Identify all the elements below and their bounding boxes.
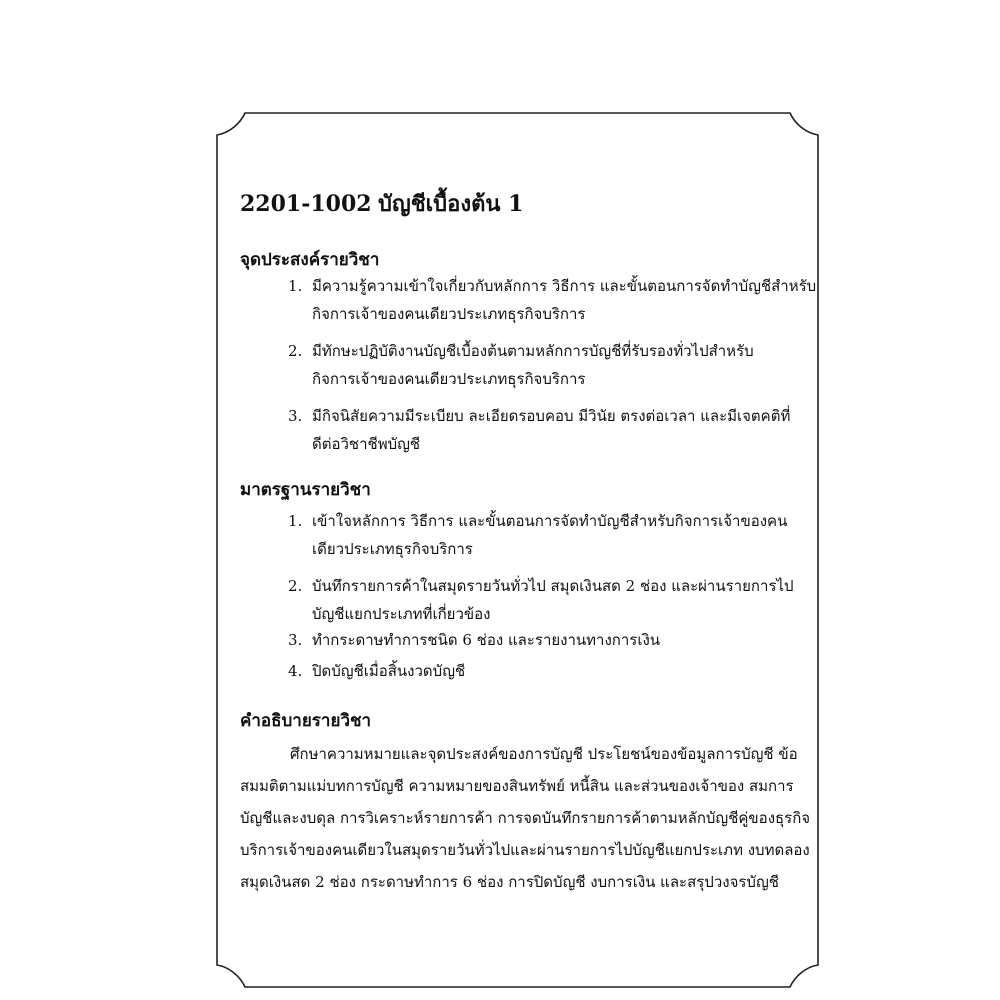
description-line: สมุดเงินสด 2 ช่อง กระดาษทำการ 6 ช่อง การปิดบัญชี งบการเงิน และสรุปวงจรบัญชี (240, 873, 779, 891)
standard-number: 1. (288, 512, 303, 530)
standard-text-line: บันทึกรายการค้าในสมุดรายวันทั่วไป สมุดเงินสด 2 ช่อง และผ่านรายการไป (312, 577, 794, 595)
objective-text-line: ดีต่อวิชาชีพบัญชี (312, 435, 421, 453)
objective-number: 3. (288, 407, 303, 425)
standards-heading: มาตรฐานรายวิชา (240, 480, 371, 500)
description-line: ศึกษาความหมายและจุดประสงค์ของการบัญชี ประโยชน์ของข้อมูลการบัญชี ข้อ (290, 745, 798, 763)
course-title (240, 186, 800, 221)
standard-text-line: บัญชีแยกประเภทที่เกี่ยวข้อง (312, 605, 491, 623)
objective-text-line: กิจการเจ้าของคนเดียวประเภทธุรกิจบริการ (312, 370, 586, 388)
standard-text-line: เข้าใจหลักการ วิธีการ และขั้นตอนการจัดทำบัญชีสำหรับกิจการเจ้าของคน (312, 512, 788, 530)
objective-text-line: มีความรู้ความเข้าใจเกี่ยวกับหลักการ วิธีการ และขั้นตอนการจัดทำบัญชีสำหรับ (312, 277, 817, 295)
course-code: 2201-1002 (240, 191, 372, 217)
standard-text-line: ปิดบัญชีเมื่อสิ้นงวดบัญชี (312, 662, 466, 680)
standard-number: 2. (288, 577, 303, 595)
description-heading: คำอธิบายรายวิชา (240, 711, 372, 731)
standard-number: 3. (288, 631, 303, 649)
description-line: บัญชีและงบดุล การวิเคราะห์รายการค้า การจดบันทึกรายการค้าตามหลักบัญชีคู่ของธุรกิจ (240, 809, 811, 827)
description-line: สมมติตามแม่บทการบัญชี ความหมายของสินทรัพย์ หนี้สิน และส่วนของเจ้าของ สมการ (240, 777, 794, 795)
description-line: บริการเจ้าของคนเดียวในสมุดรายวันทั่วไปและผ่านรายการไปบัญชีแยกประเภท งบทดลอง (240, 841, 810, 859)
objectives-heading: จุดประสงค์รายวิชา (240, 250, 380, 270)
objective-text-line: กิจการเจ้าของคนเดียวประเภทธุรกิจบริการ (312, 305, 586, 323)
objective-text-line: มีทักษะปฏิบัติงานบัญชีเบื้องต้นตามหลักการบัญชีที่รับรองทั่วไปสำหรับ (312, 342, 754, 360)
standard-text-line: เดียวประเภทธุรกิจบริการ (312, 540, 473, 558)
objective-number: 2. (288, 342, 303, 360)
standard-text-line: ทำกระดาษทำการชนิด 6 ช่อง และรายงานทางการเงิน (312, 631, 661, 649)
objective-text-line: มีกิจนิสัยความมีระเบียบ ละเอียดรอบคอบ มีวินัย ตรงต่อเวลา และมีเจตคติที่ (312, 407, 791, 425)
objective-number: 1. (288, 277, 303, 295)
course-name: บัญชีเบื้องต้น 1 (378, 191, 524, 217)
standard-number: 4. (288, 662, 303, 680)
